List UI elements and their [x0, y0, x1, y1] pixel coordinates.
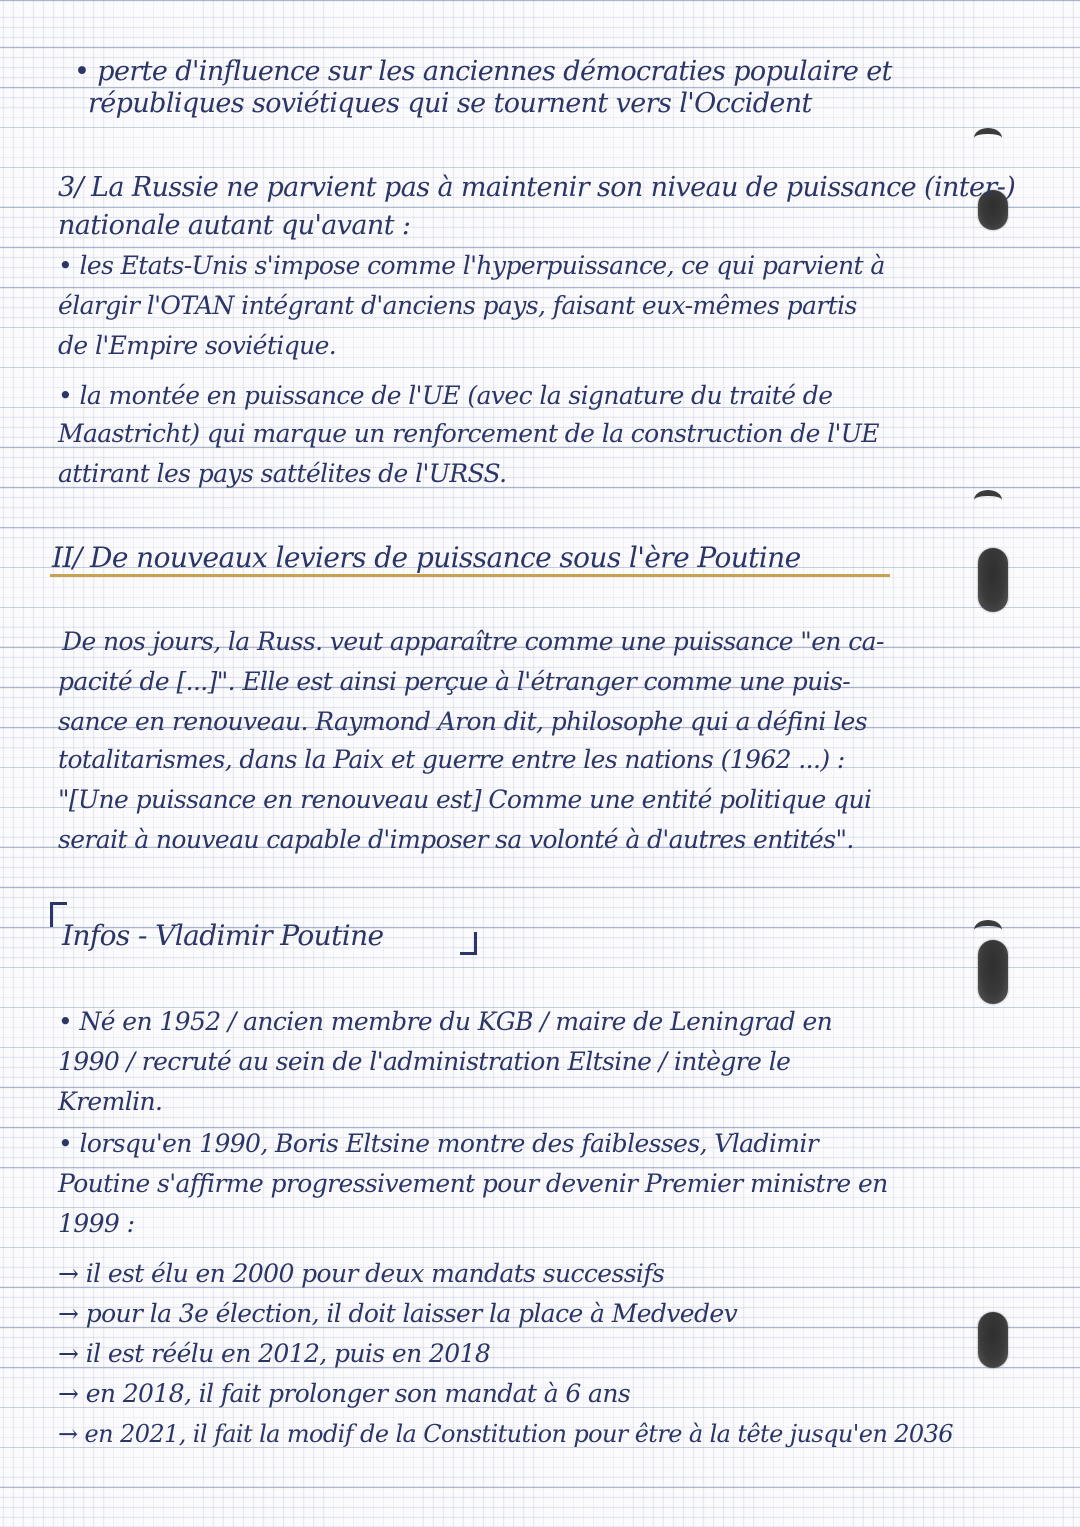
infos-bracket-close: [460, 932, 477, 955]
section-title: II/ De nouveaux leviers de puissance sous l'ère Poutine: [52, 541, 801, 574]
infos-arrow-item-4: → en 2018, il fait prolonger son mandat à 6 ans: [58, 1379, 631, 1408]
infos-arrow-item-2: → pour la 3e élection, il doit laisser la place à Medvedev: [58, 1299, 738, 1328]
infos-arrow-item-1: → il est élu en 2000 pour deux mandats successifs: [58, 1259, 665, 1288]
point3-bullet2-line-3: attirant les pays sattélites de l'URSS.: [58, 459, 507, 488]
infos-bullet1-line-3: Kremlin.: [58, 1087, 163, 1116]
section2-paragraph-line-4: totalitarismes, dans la Paix et guerre entre les nations (1962 ...) :: [58, 745, 845, 774]
infos-bullet2-line-2: Poutine s'affirme progressivement pour devenir Premier ministre en: [58, 1169, 888, 1198]
section2-paragraph-line-5: "[Une puissance en renouveau est] Comme une entité politique qui: [58, 785, 872, 814]
section2-paragraph-line-3: sance en renouveau. Raymond Aron dit, philosophe qui a défini les: [58, 707, 867, 736]
section2-paragraph-line-1: De nos jours, la Russ. veut apparaître comme une puissance "en ca-: [62, 627, 884, 656]
infos-bullet2-line-3: 1999 :: [58, 1209, 135, 1238]
binder-hole-icon: [978, 548, 1008, 612]
infos-bullet1-line-2: 1990 / recruté au sein de l'administration Eltsine / intègre le: [58, 1047, 791, 1076]
infos-bullet2-line-1: • lorsqu'en 1990, Boris Eltsine montre des faiblesses, Vladimir: [58, 1129, 819, 1158]
binder-ring-icon: [974, 128, 1002, 148]
infos-title: Infos - Vladimir Poutine: [62, 919, 384, 952]
point3-bullet2-line-1: • la montée en puissance de l'UE (avec la signature du traité de: [58, 381, 833, 410]
intro-line-1: • perte d'influence sur les anciennes démocraties populaire et: [74, 56, 892, 87]
binder-hole-icon: [978, 940, 1008, 1004]
point3-bullet1-line-2: élargir l'OTAN intégrant d'anciens pays, faisant eux-mêmes partis: [58, 291, 857, 320]
point3-bullet1-line-1: • les Etats-Unis s'impose comme l'hyperpuissance, ce qui parvient à: [58, 251, 885, 280]
intro-line-2: républiques soviétiques qui se tournent vers l'Occident: [88, 88, 812, 119]
infos-arrow-item-5: → en 2021, il fait la modif de la Constitution pour être à la tête jusqu'en 2036: [58, 1420, 953, 1448]
point3-bullet1-line-3: de l'Empire soviétique.: [58, 331, 337, 360]
infos-arrow-item-3: → il est réélu en 2012, puis en 2018: [58, 1339, 491, 1368]
section-title-underline: [50, 574, 890, 577]
binder-ring-icon: [974, 920, 1002, 940]
binder-ring-icon: [974, 490, 1002, 510]
binder-hole-icon: [978, 1312, 1008, 1368]
point3-heading-line-2: nationale autant qu'avant :: [58, 210, 411, 241]
point3-heading-line-1: 3/ La Russie ne parvient pas à maintenir son niveau de puissance (inter-): [58, 172, 1016, 203]
section2-paragraph-line-2: pacité de [...]". Elle est ainsi perçue à l'étranger comme une puis-: [58, 667, 851, 696]
point3-bullet2-line-2: Maastricht) qui marque un renforcement de la construction de l'UE: [58, 419, 879, 448]
section2-paragraph-line-6: serait à nouveau capable d'imposer sa volonté à d'autres entités".: [58, 825, 854, 854]
infos-bullet1-line-1: • Né en 1952 / ancien membre du KGB / maire de Leningrad en: [58, 1007, 833, 1036]
